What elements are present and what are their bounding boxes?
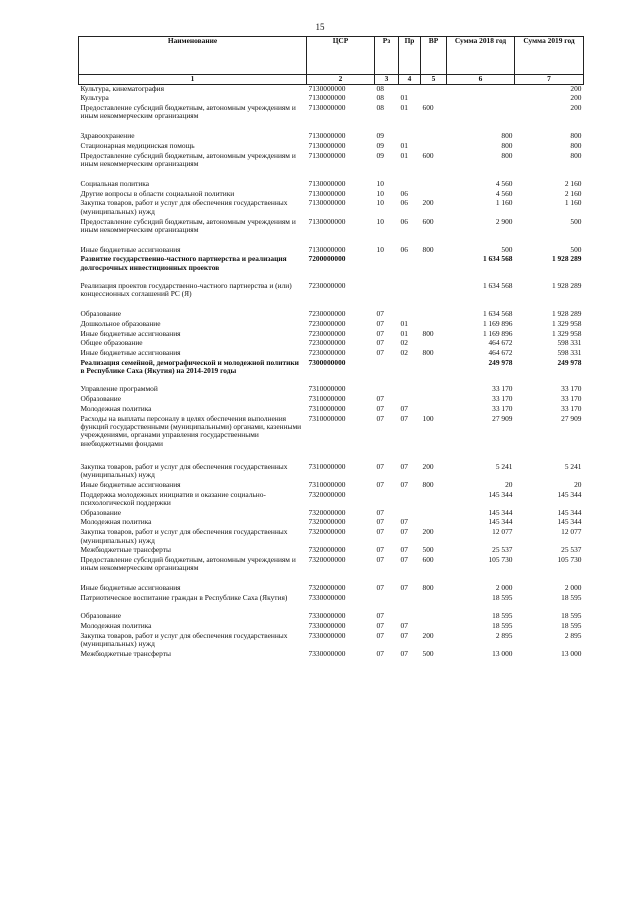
row-sum-2019: 598 331 [557, 348, 582, 358]
row-csr: 7310000000 [308, 403, 346, 413]
row-pr: 07 [400, 403, 408, 413]
row-sum-2018: 249 978 [488, 357, 513, 367]
row-rz: 07 [376, 620, 384, 630]
row-sum-2018: 145 344 [488, 507, 513, 517]
table-row [79, 632, 584, 650]
row-sum-2019: 33 170 [561, 394, 582, 404]
row-name: Иные бюджетные ассигнования [80, 583, 181, 593]
row-sum-2018: 1 160 [495, 198, 513, 208]
row-name: Закупка товаров, работ и услуг для обеспечения государственных (муниципальных) нужд [80, 198, 288, 216]
row-sum-2019: 105 730 [557, 555, 582, 565]
row-sum-2018: 33 170 [492, 394, 513, 404]
row-rz [375, 282, 399, 300]
row-sum-2018: 2 000 [495, 583, 513, 593]
row-name: Расходы на выплаты персоналу в целях обеспечения выполнения функций государственными (муниципальными) органами, казенными учреждениями, органами управления государственными внебюджетными фондами [80, 413, 302, 448]
row-rz: 10 [376, 188, 384, 198]
row-vr [421, 612, 447, 622]
row-sum-2018: 1 169 896 [482, 328, 513, 338]
row-csr: 7330000000 [308, 648, 346, 658]
row-name: Закупка товаров, работ и услуг для обеспечения государственных (муниципальных) нужд [80, 461, 288, 479]
row-pr: 07 [400, 630, 408, 640]
header-rz: Рз [375, 37, 399, 75]
row-sum-2018: 18 595 [492, 593, 513, 603]
row-name: Патриотическое воспитание граждан в Республике Саха (Якутия) [80, 593, 288, 603]
row-sum-2019: 1 928 289 [551, 280, 582, 290]
row-pr: 07 [400, 479, 408, 489]
column-number: 3 [375, 75, 399, 85]
row-sum-2019: 249 978 [557, 357, 582, 367]
row-vr: 200 [422, 461, 434, 471]
row-csr: 7130000000 [308, 93, 346, 103]
row-csr: 7130000000 [308, 188, 346, 198]
row-pr: 02 [400, 338, 408, 348]
row-pr [399, 282, 421, 300]
row-csr: 7330000000 [308, 620, 346, 630]
row-name: Закупка товаров, работ и услуг для обеспечения государственных (муниципальных) нужд [80, 527, 288, 545]
row-rz: 09 [376, 150, 384, 160]
row-name: Дошкольное образование [80, 318, 161, 328]
table-row [79, 282, 584, 300]
row-csr: 7130000000 [308, 150, 346, 160]
row-rz: 07 [376, 403, 384, 413]
row-pr: 07 [400, 545, 408, 555]
row-csr: 7230000000 [308, 308, 346, 318]
column-number: 6 [447, 75, 515, 85]
row-csr: 7330000000 [308, 630, 346, 640]
row-csr: 7130000000 [308, 103, 346, 113]
column-number-row [79, 75, 584, 85]
row-sum-2019: 1 928 289 [551, 254, 582, 264]
row-sum-2019: 2 160 [564, 188, 582, 198]
header-pr: Пр [399, 37, 421, 75]
row-sum-2019: 145 344 [557, 507, 582, 517]
row-name: Здравоохранение [80, 131, 135, 141]
row-pr: 07 [400, 517, 408, 527]
row-rz: 07 [376, 517, 384, 527]
table-row [79, 218, 584, 236]
row-vr: 200 [422, 198, 434, 208]
row-name: Развитие государственно-частного партнерства и реализация долгосрочных инвестиционных проектов [80, 254, 287, 272]
row-rz: 07 [376, 328, 384, 338]
row-sum-2019: 1 329 958 [551, 328, 582, 338]
row-csr: 7130000000 [308, 140, 346, 150]
row-sum-2019: 500 [570, 244, 582, 254]
row-vr [421, 310, 447, 320]
row-sum-2019: 25 537 [561, 545, 582, 555]
row-sum-2019: 2 160 [564, 178, 582, 188]
row-name: Поддержка молодежных инициатив и оказание социально-психологической поддержки [80, 489, 266, 507]
row-vr [421, 180, 447, 190]
row-vr [421, 594, 447, 612]
row-csr: 7230000000 [308, 280, 346, 290]
row-sum-2019: 145 344 [557, 489, 582, 499]
table-header-row [79, 37, 584, 75]
row-csr: 7230000000 [308, 338, 346, 348]
row-sum-2018: 20 [505, 479, 513, 489]
table-row [79, 650, 584, 660]
row-sum-2019: 2 000 [564, 583, 582, 593]
row-vr [421, 491, 447, 509]
row-sum-2018: 800 [501, 131, 513, 141]
table-row [79, 104, 584, 122]
row-sum-2019: 145 344 [557, 517, 582, 527]
row-name: Иные бюджетные ассигнования [80, 348, 181, 358]
row-name: Молодежная политика [80, 517, 152, 527]
row-csr: 7130000000 [308, 178, 346, 188]
row-sum-2018: 12 077 [492, 527, 513, 537]
row-csr: 7230000000 [308, 328, 346, 338]
row-vr: 200 [422, 630, 434, 640]
row-pr [399, 255, 421, 281]
row-csr: 7130000000 [308, 244, 346, 254]
row-rz [375, 359, 399, 385]
row-name: Общее образование [80, 338, 143, 348]
row-sum-2018: 1 634 568 [482, 280, 513, 290]
row-sum-2018: 105 730 [488, 555, 513, 565]
row-vr: 800 [422, 348, 434, 358]
row-pr: 01 [400, 93, 408, 103]
row-csr: 7310000000 [308, 479, 346, 489]
row-sum-2019: 18 595 [561, 593, 582, 603]
row-vr: 600 [422, 150, 434, 160]
row-name: Предоставление субсидий бюджетным, автономным учреждениям и иным некоммерческим организациям [80, 150, 296, 169]
row-name: Молодежная политика [80, 620, 152, 630]
row-sum-2018: 33 170 [492, 384, 513, 394]
row-pr: 01 [400, 328, 408, 338]
row-vr: 800 [422, 244, 434, 254]
row-sum-2019: 200 [570, 93, 582, 103]
row-pr [399, 359, 421, 385]
row-csr: 7320000000 [308, 545, 346, 555]
row-pr: 02 [400, 348, 408, 358]
row-vr: 600 [422, 555, 434, 565]
row-rz: 10 [376, 198, 384, 208]
row-rz: 07 [376, 348, 384, 358]
row-name: Культура [80, 93, 109, 103]
budget-table [78, 36, 584, 660]
row-csr: 7310000000 [308, 394, 346, 404]
row-rz: 07 [376, 555, 384, 565]
row-csr: 7310000000 [308, 384, 346, 394]
row-sum-2019: 12 077 [561, 527, 582, 537]
row-csr: 7320000000 [308, 507, 346, 517]
row-name: Предоставление субсидий бюджетным, автономным учреждениям и иным некоммерческим организациям [80, 103, 296, 121]
row-rz: 07 [376, 413, 384, 423]
row-sum-2019: 33 170 [561, 384, 582, 394]
row-sum-2018 [447, 94, 515, 104]
row-sum-2019: 18 595 [561, 611, 582, 621]
row-pr: 06 [400, 198, 408, 208]
row-sum-2019: 200 [570, 84, 582, 93]
row-sum-2019: 13 000 [561, 648, 582, 658]
row-name: Молодежная политика [80, 403, 152, 413]
row-sum-2018: 500 [501, 244, 513, 254]
row-rz: 10 [376, 244, 384, 254]
row-sum-2018: 1 634 568 [482, 254, 513, 264]
row-sum-2019: 500 [570, 216, 582, 226]
row-vr [421, 282, 447, 300]
row-pr: 07 [400, 413, 408, 423]
row-name: Управление программой [80, 384, 158, 394]
row-vr [421, 395, 447, 405]
row-name: Межбюджетные трансферты [80, 648, 171, 658]
row-csr: 7320000000 [308, 489, 346, 499]
table-row [79, 255, 584, 281]
row-name: Социальная политика [80, 178, 150, 188]
row-name: Образование [80, 507, 122, 517]
row-rz: 10 [376, 178, 384, 188]
table-row [79, 463, 584, 481]
table-row [79, 491, 584, 509]
row-rz: 07 [376, 318, 384, 328]
row-sum-2018: 464 672 [488, 338, 513, 348]
row-csr: 7130000000 [308, 84, 346, 93]
row-name: Образование [80, 394, 122, 404]
row-pr: 01 [400, 318, 408, 328]
row-sum-2018: 25 537 [492, 545, 513, 555]
row-sum-2019: 2 895 [564, 630, 582, 640]
row-rz: 09 [376, 131, 384, 141]
row-csr: 7310000000 [308, 413, 346, 423]
row-csr: 7320000000 [308, 527, 346, 537]
row-sum-2018: 5 241 [495, 461, 513, 471]
row-pr: 06 [400, 188, 408, 198]
header-sum-2018: Сумма 2018 год [447, 37, 515, 75]
row-sum-2018: 2 900 [495, 216, 513, 226]
row-sum-2018: 27 909 [492, 413, 513, 423]
row-rz: 07 [376, 338, 384, 348]
row-sum-2019: 5 241 [564, 461, 582, 471]
row-pr: 07 [400, 555, 408, 565]
row-name: Реализация семейной, демографической и молодежной политики в Республике Саха (Якутия) на 2014-2019 годы [80, 357, 299, 376]
row-sum-2018: 464 672 [488, 348, 513, 358]
row-name: Культура, кинематография [80, 84, 164, 93]
row-vr [421, 509, 447, 519]
row-vr [421, 359, 447, 385]
row-rz: 07 [376, 630, 384, 640]
table-row [79, 415, 584, 458]
column-number: 7 [515, 75, 584, 85]
row-sum-2018: 33 170 [492, 403, 513, 413]
row-pr: 01 [400, 140, 408, 150]
row-sum-2018: 18 595 [492, 620, 513, 630]
row-pr: 01 [400, 150, 408, 160]
row-vr [421, 385, 447, 395]
row-name: Реализация проектов государственно-частного партнерства и (или) концессионных соглашений РС (Я) [80, 280, 292, 299]
row-vr: 100 [422, 413, 434, 423]
row-vr: 200 [422, 527, 434, 537]
row-csr: 7230000000 [308, 318, 346, 328]
row-vr [421, 132, 447, 142]
row-pr [399, 594, 421, 612]
row-sum-2019: 1 329 958 [551, 318, 582, 328]
row-rz: 07 [376, 611, 384, 621]
row-sum-2019: 18 595 [561, 620, 582, 630]
table-row [79, 359, 584, 385]
row-sum-2018: 1 169 896 [482, 318, 513, 328]
row-rz: 08 [376, 103, 384, 113]
row-name: Иные бюджетные ассигнования [80, 328, 181, 338]
row-csr: 7200000000 [308, 254, 346, 264]
header-sum-2019: Сумма 2019 год [515, 37, 584, 75]
row-csr: 7330000000 [308, 593, 346, 603]
row-sum-2019: 1 928 289 [551, 308, 582, 318]
page-number: 15 [315, 22, 325, 32]
row-rz: 08 [376, 84, 384, 93]
row-sum-2018: 4 560 [495, 188, 513, 198]
row-pr [399, 385, 421, 395]
row-sum-2019: 20 [574, 479, 582, 489]
table-row [79, 199, 584, 217]
row-rz: 07 [376, 461, 384, 471]
row-sum-2019: 27 909 [561, 413, 582, 423]
row-sum-2018: 4 560 [495, 178, 513, 188]
row-pr [399, 491, 421, 509]
header-name: Наименование [79, 37, 307, 75]
header-vr: ВР [421, 37, 447, 75]
row-rz [375, 255, 399, 281]
column-number: 4 [399, 75, 421, 85]
table-row [79, 556, 584, 574]
table-row [79, 528, 584, 546]
row-sum-2018 [447, 104, 515, 122]
row-sum-2019: 800 [570, 140, 582, 150]
row-csr: 7230000000 [308, 348, 346, 358]
row-sum-2019: 800 [570, 131, 582, 141]
header-csr: ЦСР [307, 37, 375, 75]
row-rz: 07 [376, 583, 384, 593]
row-pr: 07 [400, 620, 408, 630]
row-sum-2018 [447, 85, 515, 95]
row-csr: 7320000000 [308, 583, 346, 593]
row-name: Закупка товаров, работ и услуг для обеспечения государственных (муниципальных) нужд [80, 630, 288, 649]
row-pr: 07 [400, 527, 408, 537]
row-vr: 800 [422, 479, 434, 489]
row-sum-2019: 33 170 [561, 403, 582, 413]
row-rz [375, 594, 399, 612]
row-rz: 07 [376, 479, 384, 489]
table-body [79, 85, 584, 660]
row-name: Предоставление субсидий бюджетным, автономным учреждениям и иным некоммерческим организациям [80, 555, 296, 573]
row-pr: 06 [400, 216, 408, 226]
row-csr: 7330000000 [308, 611, 346, 621]
row-csr: 7300000000 [308, 357, 346, 367]
row-rz: 07 [376, 507, 384, 517]
row-name: Иные бюджетные ассигнования [80, 244, 181, 254]
row-csr: 7320000000 [308, 517, 346, 527]
row-rz: 07 [376, 308, 384, 318]
row-rz: 07 [376, 648, 384, 658]
row-vr [421, 255, 447, 281]
row-rz: 07 [376, 394, 384, 404]
row-sum-2018: 800 [501, 140, 513, 150]
row-sum-2018: 800 [501, 150, 513, 160]
row-sum-2018: 145 344 [488, 489, 513, 499]
row-csr: 7130000000 [308, 131, 346, 141]
row-csr: 7310000000 [308, 461, 346, 471]
row-name: Межбюджетные трансферты [80, 545, 171, 555]
row-name: Образование [80, 611, 122, 621]
row-rz: 07 [376, 527, 384, 537]
row-name: Стационарная медицинская помощь [80, 140, 195, 150]
row-sum-2018: 1 634 568 [482, 308, 513, 318]
row-vr [421, 85, 447, 95]
row-name: Другие вопросы в области социальной политики [80, 188, 235, 198]
column-number: 1 [79, 75, 307, 85]
row-csr: 7130000000 [308, 198, 346, 208]
row-sum-2018: 2 895 [495, 630, 513, 640]
row-sum-2019: 598 331 [557, 338, 582, 348]
row-pr: 01 [400, 103, 408, 113]
row-vr: 600 [422, 103, 434, 113]
row-pr: 07 [400, 583, 408, 593]
row-rz: 10 [376, 216, 384, 226]
row-rz [375, 491, 399, 509]
row-pr: 07 [400, 648, 408, 658]
row-sum-2018: 13 000 [492, 648, 513, 658]
row-vr: 600 [422, 216, 434, 226]
row-name: Предоставление субсидий бюджетным, автономным учреждениям и иным некоммерческим организациям [80, 216, 296, 234]
row-name: Иные бюджетные ассигнования [80, 479, 181, 489]
column-number: 2 [307, 75, 375, 85]
column-number: 5 [421, 75, 447, 85]
row-csr: 7320000000 [308, 555, 346, 565]
table-row [79, 594, 584, 612]
row-pr: 07 [400, 461, 408, 471]
row-vr: 800 [422, 328, 434, 338]
row-rz: 09 [376, 140, 384, 150]
row-name: Образование [80, 308, 122, 318]
row-rz: 08 [376, 93, 384, 103]
table-row [79, 152, 584, 170]
row-csr: 7130000000 [308, 216, 346, 226]
row-vr: 500 [422, 648, 434, 658]
row-sum-2019: 800 [570, 150, 582, 160]
row-sum-2019: 200 [570, 103, 582, 113]
row-sum-2018: 145 344 [488, 517, 513, 527]
row-vr: 800 [422, 583, 434, 593]
row-sum-2018: 18 595 [492, 611, 513, 621]
row-rz: 07 [376, 545, 384, 555]
row-sum-2019: 1 160 [564, 198, 582, 208]
row-vr: 500 [422, 545, 434, 555]
row-pr: 06 [400, 244, 408, 254]
